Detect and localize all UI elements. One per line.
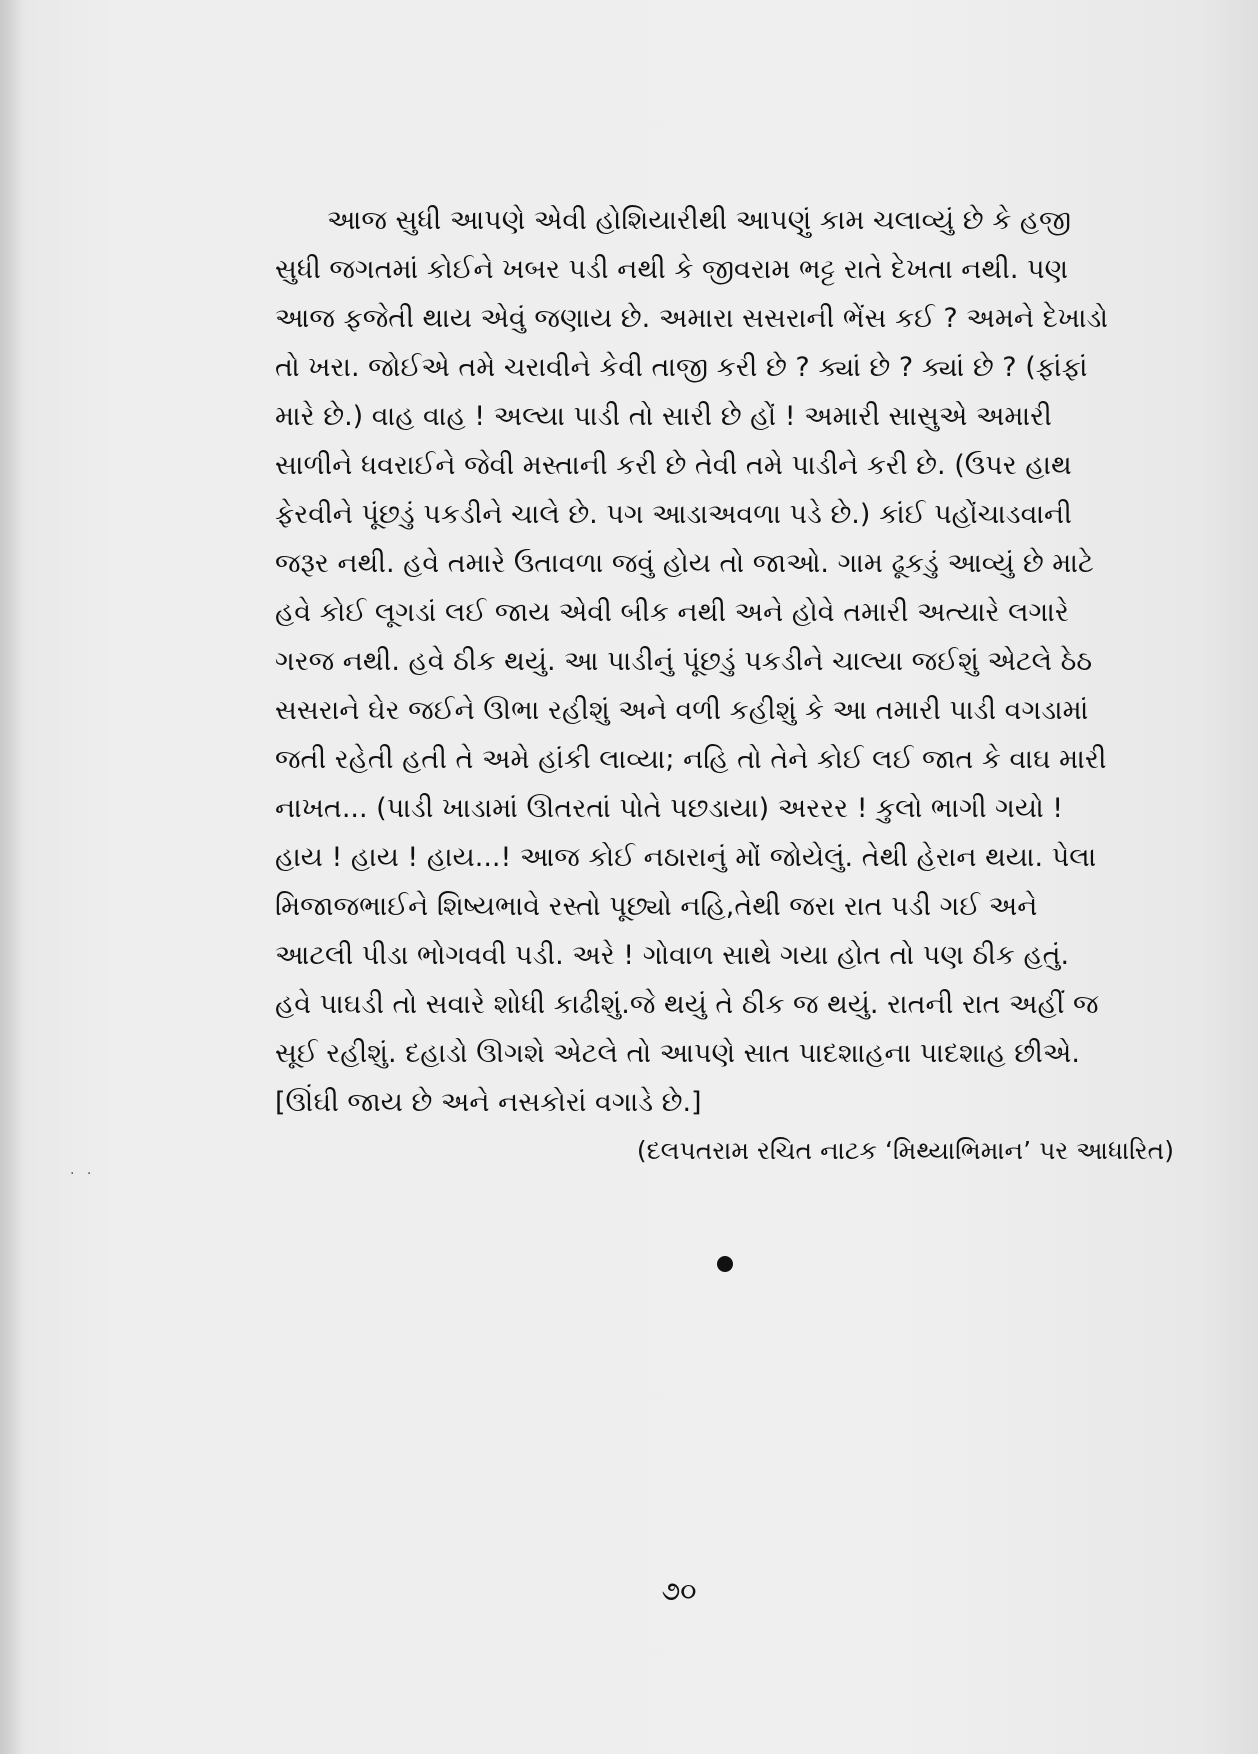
text-line: ગરજ નથી. હવે ઠીક થયું. આ પાડીનું પૂંછડું પકડીને ચાલ્યા જઈશું એટલે ઠેઠ (275, 646, 1093, 677)
margin-mark: . . (70, 1162, 96, 1178)
text-line: આજ ફજેતી થાય એવું જણાય છે. અમારા સસરાની ભેંસ કઈ ? અમને દેખાડો (275, 303, 1109, 334)
text-line: જતી રહેતી હતી તે અમે હાંકી લાવ્યા; નહિ તો તેને કોઈ લઈ જાત કે વાઘ મારી (275, 744, 1107, 775)
text-line: હવે પાઘડી તો સવારે શોધી કાઢીશું.જે થયું તે ઠીક જ થયું. રાતની રાત અહીં જ (275, 989, 1099, 1020)
text-line: આટલી પીડા ભોગવવી પડી. અરે ! ગોવાળ સાથે ગયા હોત તો પણ ઠીક હતું. (275, 940, 1070, 971)
play-excerpt-text (275, 196, 1175, 1127)
text-line: [ઊંઘી જાય છે અને નસકોરાં વગાડે છે.] (275, 1087, 702, 1118)
text-line: તો ખરા. જોઈએ તમે ચરાવીને કેવી તાજી કરી છે ? ક્યાં છે ? ક્યાં છે ? (ફાંફાં (275, 352, 1088, 383)
text-line: હાય ! હાય ! હાય...! આજ કોઈ નઠારાનું મોં જોયેલું. તેથી હેરાન થયા. પેલા (275, 842, 1097, 873)
text-line: ફેરવીને પૂંછડું પકડીને ચાલે છે. પગ આડાઅવળા પડે છે.) કાંઈ પહોંચાડવાની (275, 499, 1072, 530)
page-gutter-shadow (0, 0, 22, 1754)
text-line: મિજાજભાઈને શિષ્યભાવે રસ્તો પૂછ્યો નહિ,તેથી જરા રાત પડી ગઈ અને (275, 891, 1038, 922)
text-line: હવે કોઈ લૂગડાં લઈ જાય એવી બીક નથી અને હોવે તમારી અત્યારે લગારે (275, 597, 1069, 628)
page-number: ૭૦ (661, 1576, 697, 1607)
section-end-bullet (717, 1256, 733, 1272)
text-line: સાળીને ધવરાઈને જેવી મસ્તાની કરી છે તેવી તમે પાડીને કરી છે. (ઉપર હાથ (275, 450, 1072, 481)
text-line: નાખત... (પાડી ખાડામાં ઊતરતાં પોતે પછડાયા) અરરર ! કુલો ભાગી ગયો ! (275, 793, 1064, 824)
text-line: જરૂર નથી. હવે તમારે ઉતાવળા જવું હોય તો જાઓ. ગામ ઢૂકડું આવ્યું છે માટે (275, 548, 1094, 579)
text-line: મારે છે.) વાહ વાહ ! અલ્યા પાડી તો સારી છે હોં ! અમારી સાસુએ અમારી (275, 401, 1052, 432)
source-attribution: (દલપતરામ રચિત નાટક ‘મિથ્યાભિમાન’ પર આધારિત) (636, 1136, 1174, 1165)
text-line: સસરાને ઘેર જઈને ઊભા રહીશું અને વળી કહીશું કે આ તમારી પાડી વગડામાં (275, 695, 1089, 726)
text-line: આજ સુધી આપણે એવી હોશિયારીથી આપણું કામ ચલાવ્યું છે કે હજી (327, 205, 1072, 236)
text-line: સૂઈ રહીશું. દહાડો ઊગશે એટલે તો આપણે સાત પાદશાહના પાદશાહ છીએ. (275, 1038, 1080, 1069)
text-line: સુધી જગતમાં કોઈને ખબર પડી નથી કે જીવરામ ભટ્ટ રાતે દેખતા નથી. પણ (275, 254, 1069, 285)
